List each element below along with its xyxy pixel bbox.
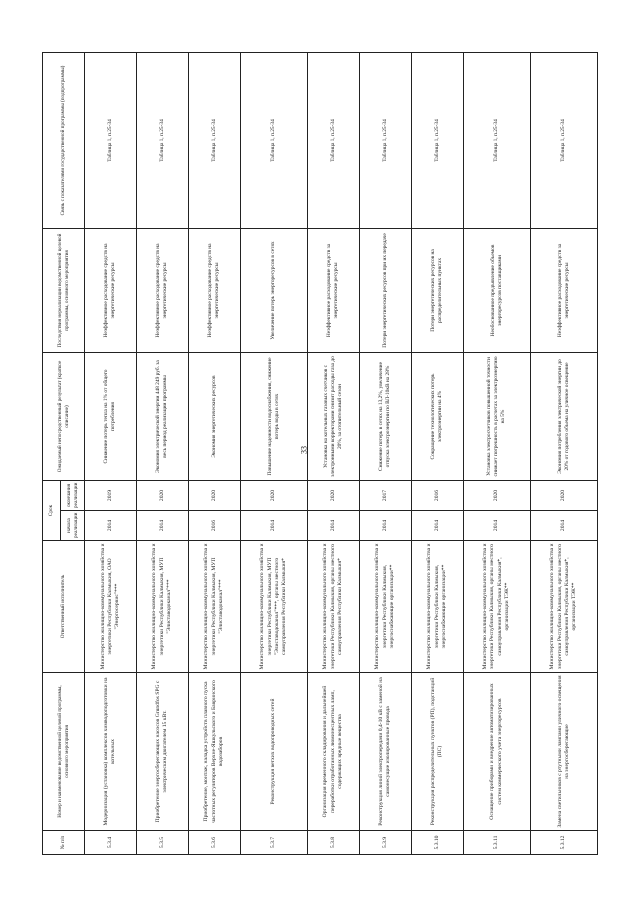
responsible-executor: Министерство жилищно-коммунального хозяйства и энергетики Республики Калмыкия, органы местного самоуправления Республики Калмыкия* bbox=[307, 541, 359, 673]
expected-result: Установка электросчетчиков повышенной точности снижает погрешность в расчетах за электроэнергию на 5% bbox=[463, 352, 530, 480]
indicator-link: Таблица 1, п.25-34 bbox=[85, 52, 137, 228]
table-row bbox=[530, 52, 597, 854]
start-year: 2014 bbox=[359, 511, 411, 541]
activity-name: Реконструкция линий электропередачи 0,4-10 кВ с заменой на самонесущие изолированные провода bbox=[359, 673, 411, 831]
activity-name: Замена светильников с ртутными лампами уличного освещения на энергосберегающие bbox=[530, 673, 597, 831]
table-row bbox=[240, 52, 307, 854]
indicator-link: Таблица 1, п.25-34 bbox=[411, 52, 463, 228]
consequences: Неэффективное расходование средств за энергетические ресурсы bbox=[530, 228, 597, 352]
consequences: Необоснованное предъявление объемов энергоресурсов поставщиками bbox=[463, 228, 530, 352]
row-number: 5.3.6 bbox=[188, 831, 240, 855]
end-year: 2020 bbox=[136, 480, 188, 510]
header-num: № п/п bbox=[43, 831, 85, 855]
activity-name: Приобретение, монтаж, наладка устройств плавного пуска частотных регуляторов Верхне-Яшкульского и Бавринского водозаборов bbox=[188, 673, 240, 831]
row-number: 5.3.10 bbox=[411, 831, 463, 855]
page-number: 33 bbox=[299, 446, 309, 454]
start-year: 2014 bbox=[530, 511, 597, 541]
indicator-link: Таблица 1, п.25-34 bbox=[240, 52, 307, 228]
expected-result: Повышение надежности водоснабжения, снижение потерь воды в сетях bbox=[240, 352, 307, 480]
start-year: 2014 bbox=[240, 511, 307, 541]
start-year: 2016 bbox=[188, 511, 240, 541]
end-year: 2020 bbox=[188, 480, 240, 510]
end-year: 2020 bbox=[530, 480, 597, 510]
start-year: 2014 bbox=[463, 511, 530, 541]
row-number: 5.3.8 bbox=[307, 831, 359, 855]
activity-name: Приобретение энергосберегающих насосов Grundfos SPG с электрическим двигателем 15 кВт. bbox=[136, 673, 188, 831]
row-number: 5.3.4 bbox=[85, 831, 137, 855]
end-year: 2020 bbox=[307, 480, 359, 510]
row-number: 5.3.7 bbox=[240, 831, 307, 855]
expected-result: Сокращение технологических потерь электроэнергии на 4% bbox=[411, 352, 463, 480]
activity-name: Организация временного складирования и дальнейшей переработки отработанных люминесцентных ламп, содержащих вредные вещества bbox=[307, 673, 359, 831]
end-year: 2020 bbox=[240, 480, 307, 510]
row-number: 5.3.5 bbox=[136, 831, 188, 855]
expected-result: Снижение потерь тепла на 1% от общего потребления bbox=[85, 352, 137, 480]
end-year: 2016 bbox=[411, 480, 463, 510]
row-number: 5.3.9 bbox=[359, 831, 411, 855]
indicator-link: Таблица 1, п.25-34 bbox=[188, 52, 240, 228]
start-year: 2014 bbox=[307, 511, 359, 541]
responsible-executor: Министерство жилищно-коммунального хозяйства и энергетики Республики Калмыкия, энергоснабжающие организации** bbox=[411, 541, 463, 673]
table-row bbox=[463, 52, 530, 854]
consequences: Увеличение потерь энергоресурсов в сетях bbox=[240, 228, 307, 352]
expected-result: Снижение потерь в сетях на 13,2%, увеличение отпуска электроэнергии по ВЛ-10кВ на 28% bbox=[359, 352, 411, 480]
header-link: Связь с показателями государственной программы (подпрограммы) bbox=[43, 52, 85, 228]
table-row bbox=[359, 52, 411, 854]
header-term: Срок bbox=[43, 480, 61, 540]
end-year: 2019 bbox=[85, 480, 137, 510]
responsible-executor: Министерство жилищно-коммунального хозяйства и энергетики Республики Калмыкия, ОАО "Энергосервис"*** bbox=[85, 541, 137, 673]
row-number: 5.3.12 bbox=[530, 831, 597, 855]
row-number: 5.3.11 bbox=[463, 831, 530, 855]
header-responsible: Ответственный исполнитель bbox=[43, 541, 85, 673]
consequences: Неэффективное расходование средств на энергетические ресурсы bbox=[188, 228, 240, 352]
activity-name: Реконструкция распределительных пунктов (РП), подстанций (ПС) bbox=[411, 673, 463, 831]
responsible-executor: Министерство жилищно-коммунального хозяйства и энергетики Республики Калмыкия, МУП "Элиставодоканал"*** bbox=[136, 541, 188, 673]
indicator-link: Таблица 1, п.25-34 bbox=[530, 52, 597, 228]
responsible-executor: Министерство жилищно-коммунального хозяйства и энергетики Республики Калмыкия, МУП "Элиставодоканал"*** bbox=[188, 541, 240, 673]
table-row bbox=[307, 52, 359, 854]
header-result: Ожидаемый непосредственный результат (краткое описание) bbox=[43, 352, 85, 480]
activity-name: Модернизация (установка) комплексов химводоподготовки на котельных bbox=[85, 673, 137, 831]
activity-name: Реконструкция ветхих водопроводных сетей bbox=[240, 673, 307, 831]
indicator-link: Таблица 1, п.25-34 bbox=[136, 52, 188, 228]
indicator-link: Таблица 1, п.25-34 bbox=[359, 52, 411, 228]
table-row bbox=[136, 52, 188, 854]
end-year: 2017 bbox=[359, 480, 411, 510]
responsible-executor: Министерство жилищно-коммунального хозяйства и энергетики Республики Калмыкия, энергоснабжающие организации** bbox=[359, 541, 411, 673]
responsible-executor: Министерство жилищно-коммунального хозяйства и энергетики Республики Калмыкия, МУП "Элиставодоканал"***, органы местного самоуправления Республики Калмыкия* bbox=[240, 541, 307, 673]
program-measures-table bbox=[42, 52, 598, 855]
header-end: окончания реализации bbox=[61, 480, 85, 510]
expected-result: Экономия потребления электрической энергии до 20% от годового объема на уличное освещение bbox=[530, 352, 597, 480]
consequences: Потери энергетических ресурсов на распределительных пунктах bbox=[411, 228, 463, 352]
indicator-link: Таблица 1, п.25-34 bbox=[307, 52, 359, 228]
activity-name: Оснащение приборами и внедрение автоматизированных систем коммерческого учета энергоресурсов bbox=[463, 673, 530, 831]
expected-result: Экономия электрической энергии 448 249 руб. за весь период реализации программы bbox=[136, 352, 188, 480]
indicator-link: Таблица 1, п.25-34 bbox=[463, 52, 530, 228]
header-consequences: Последствия нереализации ведомственной целевой программы, основного мероприятия bbox=[43, 228, 85, 352]
consequences: Потери энергетических ресурсов при их передаче bbox=[359, 228, 411, 352]
consequences: Неэффективное расходование средств за энергетические ресурсы bbox=[307, 228, 359, 352]
start-year: 2014 bbox=[411, 511, 463, 541]
table-row bbox=[188, 52, 240, 854]
consequences: Неэффективное расходование средств на энергетические ресурсы bbox=[136, 228, 188, 352]
rotated-table-container bbox=[42, 53, 598, 855]
header-name: Номер и наименование ведомственной целевой программы, основного мероприятия bbox=[43, 673, 85, 831]
consequences: Неэффективное расходование средств на энергетические ресурсы bbox=[85, 228, 137, 352]
expected-result: Установка на котельных газовых счетчиков с электронными корректорами снизит расходы газа до 20%, за отопительный сезон bbox=[307, 352, 359, 480]
responsible-executor: Министерство жилищно-коммунального хозяйства и энергетики Республики Калмыкия, органы местного самоуправления Республики Калмыкия*, организации ТЭК** bbox=[530, 541, 597, 673]
expected-result: Экономия энергетических ресурсов bbox=[188, 352, 240, 480]
end-year: 2020 bbox=[463, 480, 530, 510]
header-start: начала реализации bbox=[61, 511, 85, 541]
responsible-executor: Министерство жилищно-коммунального хозяйства и энергетики Республики Калмыкия, органы местного самоуправления Республики Калмыкия*, организации ТЭК** bbox=[463, 541, 530, 673]
start-year: 2014 bbox=[136, 511, 188, 541]
start-year: 2014 bbox=[85, 511, 137, 541]
table-row bbox=[85, 52, 137, 854]
table-row bbox=[411, 52, 463, 854]
